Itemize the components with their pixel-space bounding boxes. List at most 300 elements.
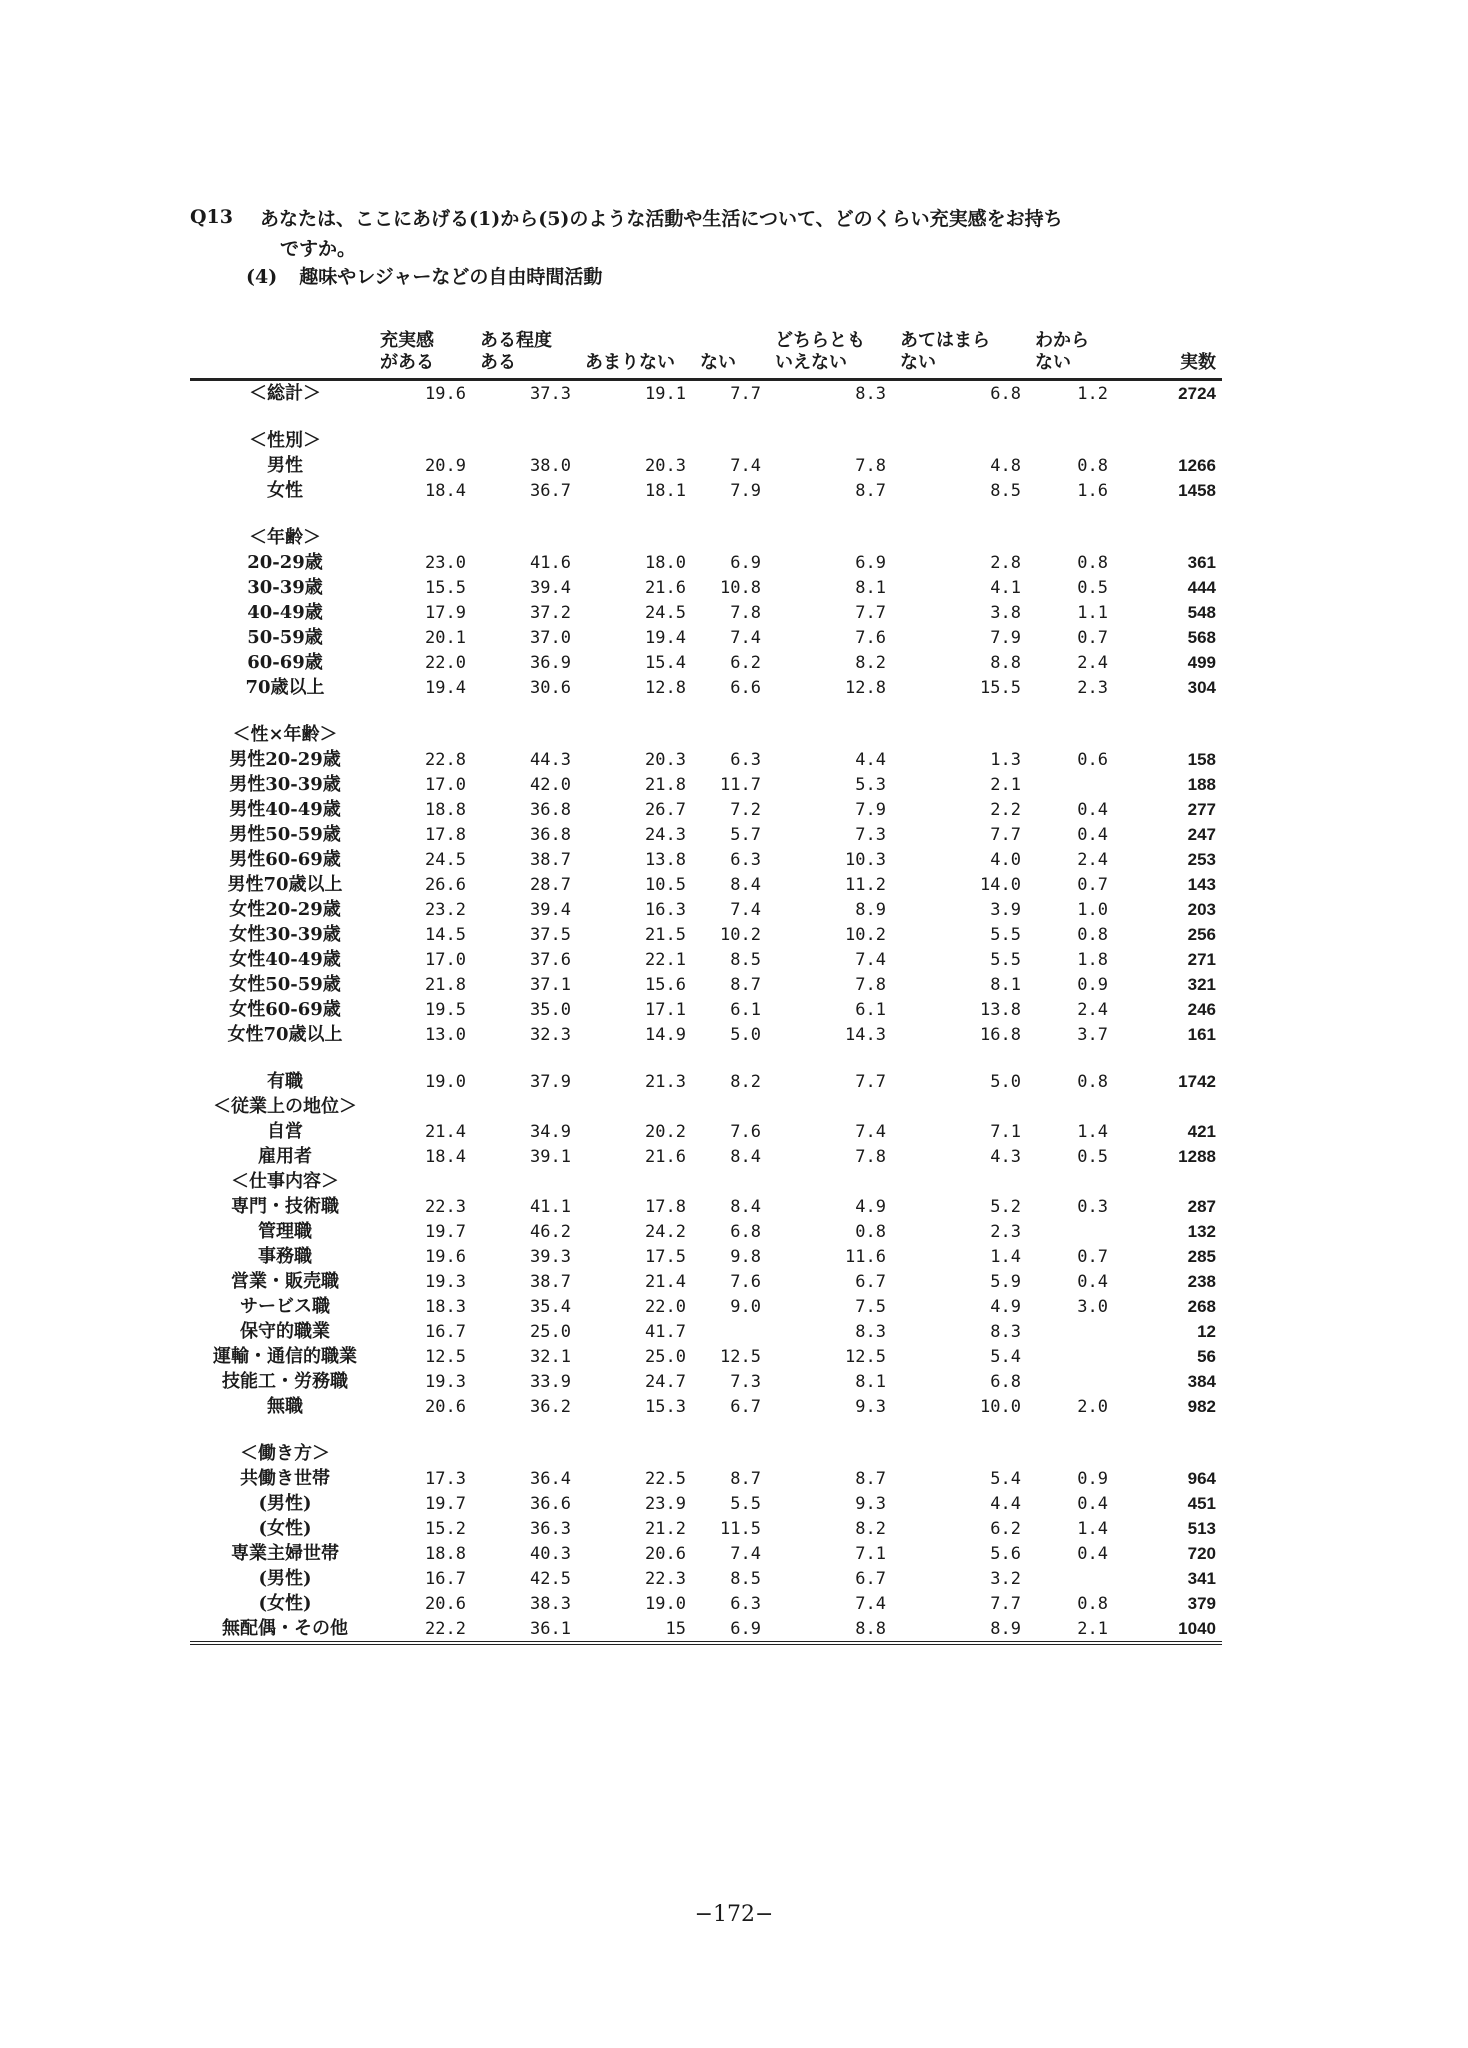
count-cell: 1040 xyxy=(1122,1616,1222,1643)
value-cell: 10.2 xyxy=(720,924,761,945)
question-number: Q13 xyxy=(190,206,233,228)
value-cell: 37.2 xyxy=(530,602,571,623)
value-cell: 8.5 xyxy=(730,949,761,970)
value-cell: 7.3 xyxy=(855,824,886,845)
value-cell: 6.3 xyxy=(730,1593,761,1614)
value-cell: 2.4 xyxy=(1077,849,1108,870)
value-cell: 17.1 xyxy=(645,999,686,1020)
value-cell xyxy=(480,1094,585,1119)
row-label: 運輸・通信的職業 xyxy=(213,1345,357,1367)
header-col-7: わから ない xyxy=(1035,330,1122,380)
value-cell: 39.4 xyxy=(530,899,571,920)
value-cell: 14.9 xyxy=(645,1024,686,1045)
count-cell xyxy=(1122,1441,1222,1466)
value-cell: 0.4 xyxy=(1077,824,1108,845)
value-cell: 9.0 xyxy=(730,1296,761,1317)
value-cell xyxy=(900,525,1035,550)
value-cell xyxy=(1035,1094,1122,1119)
table-row xyxy=(190,1119,1222,1144)
value-cell xyxy=(380,525,480,550)
value-cell: 0.4 xyxy=(1077,1271,1108,1292)
count-cell: 268 xyxy=(1187,1296,1216,1316)
value-cell: 10.2 xyxy=(845,924,886,945)
value-cell xyxy=(1035,772,1122,797)
value-cell: 1.1 xyxy=(1077,602,1108,623)
value-cell xyxy=(1035,722,1122,747)
value-cell xyxy=(900,1441,1035,1466)
value-cell: 11.7 xyxy=(720,774,761,795)
value-cell: 18.4 xyxy=(425,1146,466,1167)
value-cell: 7.5 xyxy=(855,1296,886,1317)
value-cell: 1.0 xyxy=(1077,899,1108,920)
value-cell: 8.8 xyxy=(775,1616,900,1643)
value-cell xyxy=(700,722,775,747)
count-cell: 964 xyxy=(1187,1468,1216,1488)
spacer-row xyxy=(190,503,1222,525)
value-cell: 22.2 xyxy=(380,1616,480,1643)
value-cell: 2.0 xyxy=(1077,1396,1108,1417)
value-cell: 3.9 xyxy=(990,899,1021,920)
value-cell: 8.4 xyxy=(730,1146,761,1167)
value-cell: 8.8 xyxy=(990,652,1021,673)
value-cell: 37.5 xyxy=(530,924,571,945)
value-cell: 21.3 xyxy=(645,1071,686,1092)
header-col-3: あまりない xyxy=(585,330,700,380)
row-label: 自営 xyxy=(267,1120,303,1142)
value-cell: 0.7 xyxy=(1077,627,1108,648)
value-cell: 39.4 xyxy=(530,577,571,598)
count-cell: 304 xyxy=(1187,677,1216,697)
value-cell: 7.9 xyxy=(990,627,1021,648)
count-cell xyxy=(1122,1094,1222,1119)
value-cell: 19.3 xyxy=(425,1271,466,1292)
group-heading-row xyxy=(190,1441,1222,1466)
value-cell: 6.7 xyxy=(855,1568,886,1589)
value-cell: 5.7 xyxy=(730,824,761,845)
value-cell: 37.3 xyxy=(530,383,571,404)
value-cell: 2.1 xyxy=(990,774,1021,795)
value-cell: 14.3 xyxy=(845,1024,886,1045)
group-heading-row xyxy=(190,1094,1222,1119)
value-cell: 20.2 xyxy=(645,1121,686,1142)
value-cell: 19.6 xyxy=(425,1246,466,1267)
value-cell: 0.7 xyxy=(1077,1246,1108,1267)
value-cell: 8.7 xyxy=(855,1468,886,1489)
value-cell: 0.8 xyxy=(1077,455,1108,476)
row-label: 共働き世帯 xyxy=(240,1467,330,1489)
value-cell: 8.7 xyxy=(855,480,886,501)
table-row xyxy=(190,575,1222,600)
header-row xyxy=(190,330,1222,380)
value-cell: 6.2 xyxy=(730,652,761,673)
value-cell: 23.0 xyxy=(425,552,466,573)
value-cell: 8.2 xyxy=(855,1518,886,1539)
value-cell: 5.2 xyxy=(990,1196,1021,1217)
value-cell: 16.8 xyxy=(980,1024,1021,1045)
value-cell: 12.8 xyxy=(845,677,886,698)
count-cell: 513 xyxy=(1187,1518,1216,1538)
row-label: 男性60-69歳 xyxy=(229,848,341,870)
row-label: ＜年齢＞ xyxy=(249,526,321,548)
value-cell xyxy=(585,525,700,550)
value-cell: 5.5 xyxy=(990,924,1021,945)
value-cell: 6.8 xyxy=(990,383,1021,404)
row-label: 無職 xyxy=(267,1395,303,1417)
value-cell: 15 xyxy=(585,1616,700,1643)
value-cell: 0.8 xyxy=(855,1221,886,1242)
table-row xyxy=(190,650,1222,675)
value-cell: 32.3 xyxy=(530,1024,571,1045)
value-cell: 21.5 xyxy=(645,924,686,945)
row-label: 営業・販売職 xyxy=(231,1270,339,1292)
value-cell: 6.9 xyxy=(700,1616,775,1643)
count-cell xyxy=(1122,428,1222,453)
value-cell: 4.1 xyxy=(990,577,1021,598)
table-row xyxy=(190,625,1222,650)
value-cell: 1.3 xyxy=(990,749,1021,770)
value-cell: 39.3 xyxy=(530,1246,571,1267)
table-row xyxy=(190,1516,1222,1541)
table-row xyxy=(190,872,1222,897)
value-cell: 2.3 xyxy=(990,1221,1021,1242)
value-cell: 11.6 xyxy=(845,1246,886,1267)
value-cell: 7.6 xyxy=(855,627,886,648)
row-label: 男性 xyxy=(267,454,303,476)
value-cell: 42.0 xyxy=(530,774,571,795)
value-cell: 18.8 xyxy=(425,1543,466,1564)
value-cell: 37.1 xyxy=(530,974,571,995)
value-cell: 37.0 xyxy=(530,627,571,648)
value-cell: 36.8 xyxy=(530,799,571,820)
value-cell: 40.3 xyxy=(530,1543,571,1564)
value-cell: 34.9 xyxy=(530,1121,571,1142)
value-cell: 14.5 xyxy=(425,924,466,945)
value-cell: 0.5 xyxy=(1077,577,1108,598)
value-cell xyxy=(380,1441,480,1466)
value-cell: 30.6 xyxy=(530,677,571,698)
value-cell xyxy=(775,1169,900,1194)
survey-table xyxy=(190,330,1222,1645)
value-cell: 0.4 xyxy=(1077,1543,1108,1564)
value-cell: 0.7 xyxy=(1077,874,1108,895)
value-cell: 5.3 xyxy=(855,774,886,795)
value-cell: 7.7 xyxy=(855,602,886,623)
value-cell: 0.8 xyxy=(1077,552,1108,573)
table-row xyxy=(190,822,1222,847)
row-label: 男性20-29歳 xyxy=(229,748,341,770)
table-row xyxy=(190,1616,1222,1643)
value-cell: 32.1 xyxy=(530,1346,571,1367)
value-cell: 36.2 xyxy=(530,1396,571,1417)
value-cell: 1.8 xyxy=(1077,949,1108,970)
row-label: ＜仕事内容＞ xyxy=(231,1170,339,1192)
value-cell: 0.6 xyxy=(1077,749,1108,770)
value-cell: 19.4 xyxy=(425,677,466,698)
value-cell: 38.3 xyxy=(530,1593,571,1614)
value-cell: 17.8 xyxy=(425,824,466,845)
table-row xyxy=(190,947,1222,972)
value-cell xyxy=(700,1094,775,1119)
value-cell: 7.7 xyxy=(730,383,761,404)
value-cell xyxy=(1035,1219,1122,1244)
value-cell: 0.9 xyxy=(1077,1468,1108,1489)
header-col-6: あてはまら ない xyxy=(900,330,1035,380)
row-label: 女性60-69歳 xyxy=(229,998,341,1020)
value-cell: 3.2 xyxy=(990,1568,1021,1589)
row-label: 有職 xyxy=(267,1070,303,1092)
value-cell: 7.6 xyxy=(730,1271,761,1292)
count-cell: 982 xyxy=(1187,1396,1216,1416)
value-cell xyxy=(380,428,480,453)
value-cell: 0.4 xyxy=(1077,799,1108,820)
count-cell: 341 xyxy=(1187,1568,1216,1588)
count-cell: 277 xyxy=(1187,799,1216,819)
table-row xyxy=(190,1319,1222,1344)
value-cell xyxy=(1035,1169,1122,1194)
table-row xyxy=(190,1269,1222,1294)
value-cell: 1.2 xyxy=(1077,383,1108,404)
value-cell: 21.4 xyxy=(425,1121,466,1142)
value-cell: 6.7 xyxy=(730,1396,761,1417)
value-cell: 12.5 xyxy=(720,1346,761,1367)
value-cell: 38.7 xyxy=(530,849,571,870)
value-cell: 8.9 xyxy=(855,899,886,920)
value-cell xyxy=(380,1169,480,1194)
count-cell: 143 xyxy=(1187,874,1216,894)
spacer-cell xyxy=(190,503,1222,525)
count-cell: 246 xyxy=(1187,999,1216,1019)
count-cell xyxy=(1122,525,1222,550)
value-cell: 37.6 xyxy=(530,949,571,970)
value-cell: 26.7 xyxy=(645,799,686,820)
value-cell xyxy=(1035,428,1122,453)
value-cell: 4.9 xyxy=(990,1296,1021,1317)
value-cell: 33.9 xyxy=(530,1371,571,1392)
value-cell: 10.3 xyxy=(845,849,886,870)
value-cell: 15.2 xyxy=(425,1518,466,1539)
count-cell: 203 xyxy=(1187,899,1216,919)
value-cell: 7.4 xyxy=(730,1543,761,1564)
row-label: 女性40-49歳 xyxy=(229,948,341,970)
spacer-cell xyxy=(190,1047,1222,1069)
table-row xyxy=(190,1369,1222,1394)
survey-table-container xyxy=(190,330,1222,1645)
table-row xyxy=(190,922,1222,947)
table-row xyxy=(190,1219,1222,1244)
value-cell: 44.3 xyxy=(530,749,571,770)
value-cell: 5.4 xyxy=(990,1346,1021,1367)
value-cell xyxy=(1035,525,1122,550)
value-cell: 6.2 xyxy=(990,1518,1021,1539)
value-cell: 38.0 xyxy=(530,455,571,476)
row-label: ＜従業上の地位＞ xyxy=(213,1095,357,1117)
row-label: (男性) xyxy=(258,1567,312,1589)
value-cell: 12.5 xyxy=(845,1346,886,1367)
table-row xyxy=(190,1344,1222,1369)
table-row xyxy=(190,1244,1222,1269)
value-cell: 8.3 xyxy=(855,1321,886,1342)
value-cell: 19.7 xyxy=(425,1221,466,1242)
header-label-col xyxy=(190,330,380,380)
table-row xyxy=(190,1069,1222,1094)
value-cell xyxy=(700,1441,775,1466)
count-cell: 285 xyxy=(1187,1246,1216,1266)
value-cell: 20.6 xyxy=(425,1396,466,1417)
count-cell: 568 xyxy=(1187,627,1216,647)
question-text-line1: あなたは、ここにあげる(1)から(5)のような活動や生活について、どのくらい充実感をお持ち xyxy=(260,208,1063,230)
value-cell: 41.7 xyxy=(645,1321,686,1342)
row-label: 無配偶・その他 xyxy=(190,1616,380,1643)
value-cell xyxy=(480,428,585,453)
value-cell: 1.4 xyxy=(1077,1121,1108,1142)
value-cell: 36.9 xyxy=(530,652,571,673)
count-cell: 247 xyxy=(1187,824,1216,844)
row-label: 70歳以上 xyxy=(245,676,325,698)
value-cell: 6.9 xyxy=(855,552,886,573)
count-cell: 548 xyxy=(1187,602,1216,622)
spacer-cell xyxy=(190,700,1222,722)
count-cell: 321 xyxy=(1187,974,1216,994)
value-cell: 7.8 xyxy=(855,1146,886,1167)
value-cell xyxy=(480,1441,585,1466)
value-cell: 19.0 xyxy=(425,1071,466,1092)
row-label: 60-69歳 xyxy=(247,651,323,673)
count-cell: 1458 xyxy=(1178,480,1216,500)
value-cell: 8.7 xyxy=(730,974,761,995)
count-cell: 444 xyxy=(1187,577,1216,597)
value-cell: 39.1 xyxy=(530,1146,571,1167)
value-cell: 36.4 xyxy=(530,1468,571,1489)
value-cell: 19.6 xyxy=(425,383,466,404)
value-cell: 21.8 xyxy=(645,774,686,795)
value-cell: 18.8 xyxy=(425,799,466,820)
value-cell: 22.0 xyxy=(645,1296,686,1317)
value-cell: 4.0 xyxy=(990,849,1021,870)
value-cell: 3.8 xyxy=(990,602,1021,623)
value-cell: 6.6 xyxy=(730,677,761,698)
group-heading-row xyxy=(190,428,1222,453)
value-cell xyxy=(480,525,585,550)
count-cell: 158 xyxy=(1187,749,1216,769)
row-label: (女性) xyxy=(258,1592,312,1614)
value-cell xyxy=(700,428,775,453)
value-cell: 0.5 xyxy=(1077,1146,1108,1167)
value-cell xyxy=(480,1169,585,1194)
value-cell xyxy=(775,1094,900,1119)
count-cell: 188 xyxy=(1187,774,1216,794)
value-cell: 20.6 xyxy=(425,1593,466,1614)
header-col-count: 実数 xyxy=(1122,330,1222,380)
count-cell: 271 xyxy=(1187,949,1216,969)
value-cell: 9.3 xyxy=(855,1493,886,1514)
row-label: 50-59歳 xyxy=(247,626,323,648)
value-cell: 13.8 xyxy=(645,849,686,870)
value-cell: 6.8 xyxy=(730,1221,761,1242)
value-cell: 7.2 xyxy=(730,799,761,820)
value-cell: 26.6 xyxy=(425,874,466,895)
value-cell: 7.9 xyxy=(855,799,886,820)
count-cell: 256 xyxy=(1187,924,1216,944)
table-row xyxy=(190,600,1222,625)
value-cell xyxy=(700,1169,775,1194)
value-cell: 2.4 xyxy=(1077,999,1108,1020)
table-row xyxy=(190,997,1222,1022)
count-cell: 161 xyxy=(1187,1024,1216,1044)
value-cell: 7.9 xyxy=(730,480,761,501)
value-cell: 6.1 xyxy=(730,999,761,1020)
value-cell: 8.1 xyxy=(855,1371,886,1392)
row-label: ＜働き方＞ xyxy=(240,1442,330,1464)
value-cell xyxy=(1035,1566,1122,1591)
spacer-row xyxy=(190,1419,1222,1441)
value-cell: 0.3 xyxy=(1077,1196,1108,1217)
value-cell xyxy=(585,1169,700,1194)
value-cell: 0.8 xyxy=(1077,1593,1108,1614)
value-cell xyxy=(585,1441,700,1466)
value-cell: 46.2 xyxy=(530,1221,571,1242)
row-label: (女性) xyxy=(258,1517,312,1539)
value-cell xyxy=(585,1094,700,1119)
count-cell: 379 xyxy=(1187,1593,1216,1613)
value-cell xyxy=(585,722,700,747)
value-cell: 2.2 xyxy=(990,799,1021,820)
table-row xyxy=(190,1541,1222,1566)
group-heading-row xyxy=(190,525,1222,550)
header-col-2: ある程度 ある xyxy=(480,330,585,380)
value-cell xyxy=(1035,1344,1122,1369)
row-label: 女性30-39歳 xyxy=(229,923,341,945)
row-label: 専門・技術職 xyxy=(231,1195,339,1217)
row-label: (男性) xyxy=(258,1492,312,1514)
value-cell: 20.3 xyxy=(645,455,686,476)
value-cell: 41.1 xyxy=(530,1196,571,1217)
value-cell xyxy=(775,1441,900,1466)
value-cell: 24.5 xyxy=(645,602,686,623)
table-row xyxy=(190,1394,1222,1419)
table-row xyxy=(190,478,1222,503)
row-label: 雇用者 xyxy=(258,1145,312,1167)
value-cell: 19.5 xyxy=(425,999,466,1020)
value-cell xyxy=(700,525,775,550)
row-label: 30-39歳 xyxy=(247,576,323,598)
value-cell: 6.8 xyxy=(990,1371,1021,1392)
value-cell: 5.4 xyxy=(990,1468,1021,1489)
spacer-cell xyxy=(190,1419,1222,1441)
value-cell xyxy=(1035,1319,1122,1344)
value-cell: 8.1 xyxy=(990,974,1021,995)
value-cell xyxy=(775,525,900,550)
value-cell: 3.0 xyxy=(1077,1296,1108,1317)
header-col-4: ない xyxy=(700,330,775,380)
value-cell: 22.0 xyxy=(425,652,466,673)
table-row xyxy=(190,972,1222,997)
table-row xyxy=(190,675,1222,700)
row-label: 男性50-59歳 xyxy=(229,823,341,845)
value-cell: 28.7 xyxy=(530,874,571,895)
value-cell: 36.7 xyxy=(530,480,571,501)
value-cell: 16.3 xyxy=(645,899,686,920)
value-cell: 0.8 xyxy=(1077,924,1108,945)
value-cell: 7.6 xyxy=(730,1121,761,1142)
value-cell: 19.1 xyxy=(645,383,686,404)
value-cell: 22.1 xyxy=(645,949,686,970)
spacer-row xyxy=(190,700,1222,722)
value-cell: 36.8 xyxy=(530,824,571,845)
value-cell: 5.9 xyxy=(990,1271,1021,1292)
value-cell: 15.3 xyxy=(645,1396,686,1417)
value-cell: 7.7 xyxy=(855,1071,886,1092)
value-cell: 7.7 xyxy=(990,1593,1021,1614)
